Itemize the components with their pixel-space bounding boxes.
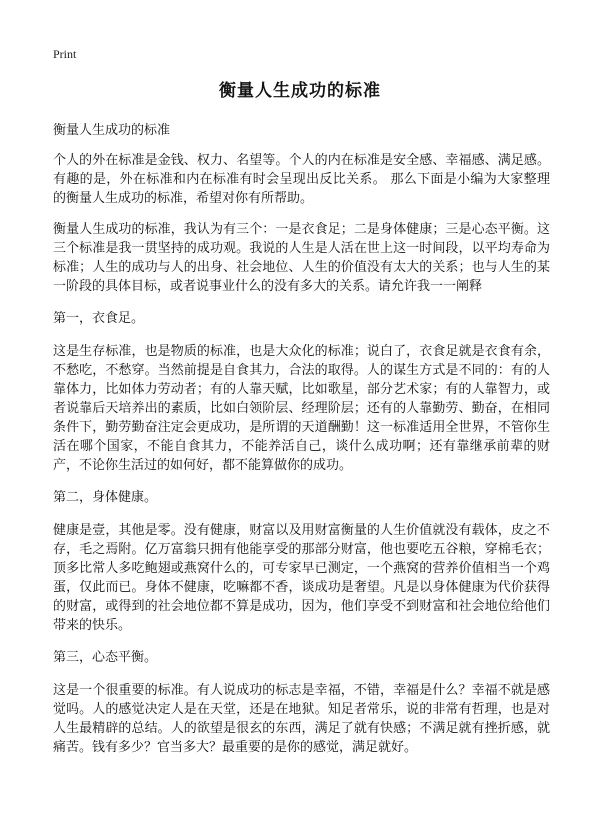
section-1-paragraph: 这是生存标准，也是物质的标准，也是大众化的标准；说白了，衣食足就是衣食有余，不愁吃，不愁穿。当然前提是自食其力，合法的取得。人的谋生方式是不同的：有的人靠体力，比如体力劳动者；有的人靠天赋，比如歌星，部分艺术家；有的人靠智力，或者说靠后天培养出的素质，比如白领阶层、经理阶层；还有的人靠勤劳、勤奋，在相同条件下，勤劳勤奋注定会更成功，是所谓的天道酬勤！这一标准适用全世界，不管你生活在哪个国家，不能自食其力，不能养活自己，谈什么成功啊；还有靠继承前辈的财产，不论你生活过的如何好，都不能算做你的成功。 bbox=[53, 344, 550, 473]
intro-paragraph: 个人的外在标准是金钱、权力、名望等。个人的内在标准是安全感、幸福感、满足感。有趣的是，外在标准和内在标准有时会呈现出反比关系。 那么下面是小编为大家整理的衡量人生成功的标准，希望对你有所帮助。 bbox=[53, 153, 550, 206]
page-title: 衡量人生成功的标准 bbox=[219, 81, 381, 101]
section-1-heading: 第一，衣食足。 bbox=[53, 311, 145, 326]
print-link[interactable]: Print bbox=[53, 47, 77, 61]
article-body bbox=[53, 121, 550, 770]
article-subtitle: 衡量人生成功的标准 bbox=[53, 123, 171, 138]
overview-paragraph: 衡量人生成功的标准，我认为有三个：一是衣食足；二是身体健康；三是心态平衡。这三个标准是我一贯坚持的成功观。我说的人生是人活在世上这一时间段，以平均寿命为标准；人生的成功与人的出身、社会地位、人生的价值没有太大的关系；也与人生的某一阶段的具体目标，或者说事业什么的没有多大的关系。请允许我一一阐释 bbox=[53, 222, 550, 294]
section-3-paragraph: 这是一个很重要的标准。有人说成功的标志是幸福，不错，幸福是什么？幸福不就是感觉吗。人的感觉决定人是在天堂，还是在地狱。知足者常乐，说的非常有哲理，也是对人生最精辟的总结。人的欲望是很玄的东西，满足了就有快感；不满足就有挫折感，就痛苦。钱有多少？官当多大？最重要的是你的感觉，满足就好。 bbox=[53, 683, 550, 755]
section-3-heading: 第三，心态平衡。 bbox=[53, 650, 158, 665]
section-2-heading: 第二，身体健康。 bbox=[53, 490, 158, 505]
section-2-paragraph: 健康是壹，其他是零。没有健康，财富以及用财富衡量的人生价值就没有载体，皮之不存，毛之焉附。亿万富翁只拥有他能享受的那部分财富，他也要吃五谷粮，穿棉毛衣；顶多比常人多吃鲍翅或燕窝什么的，可专家早已测定，一个燕窝的营养价值相当一个鸡蛋，仅此而已。身体不健康，吃嘛都不香，谈成功是奢望。凡是以身体健康为代价获得的财富，或得到的社会地位都不算是成功，因为，他们享受不到财富和社会地位给他们带来的快乐。 bbox=[53, 523, 550, 633]
